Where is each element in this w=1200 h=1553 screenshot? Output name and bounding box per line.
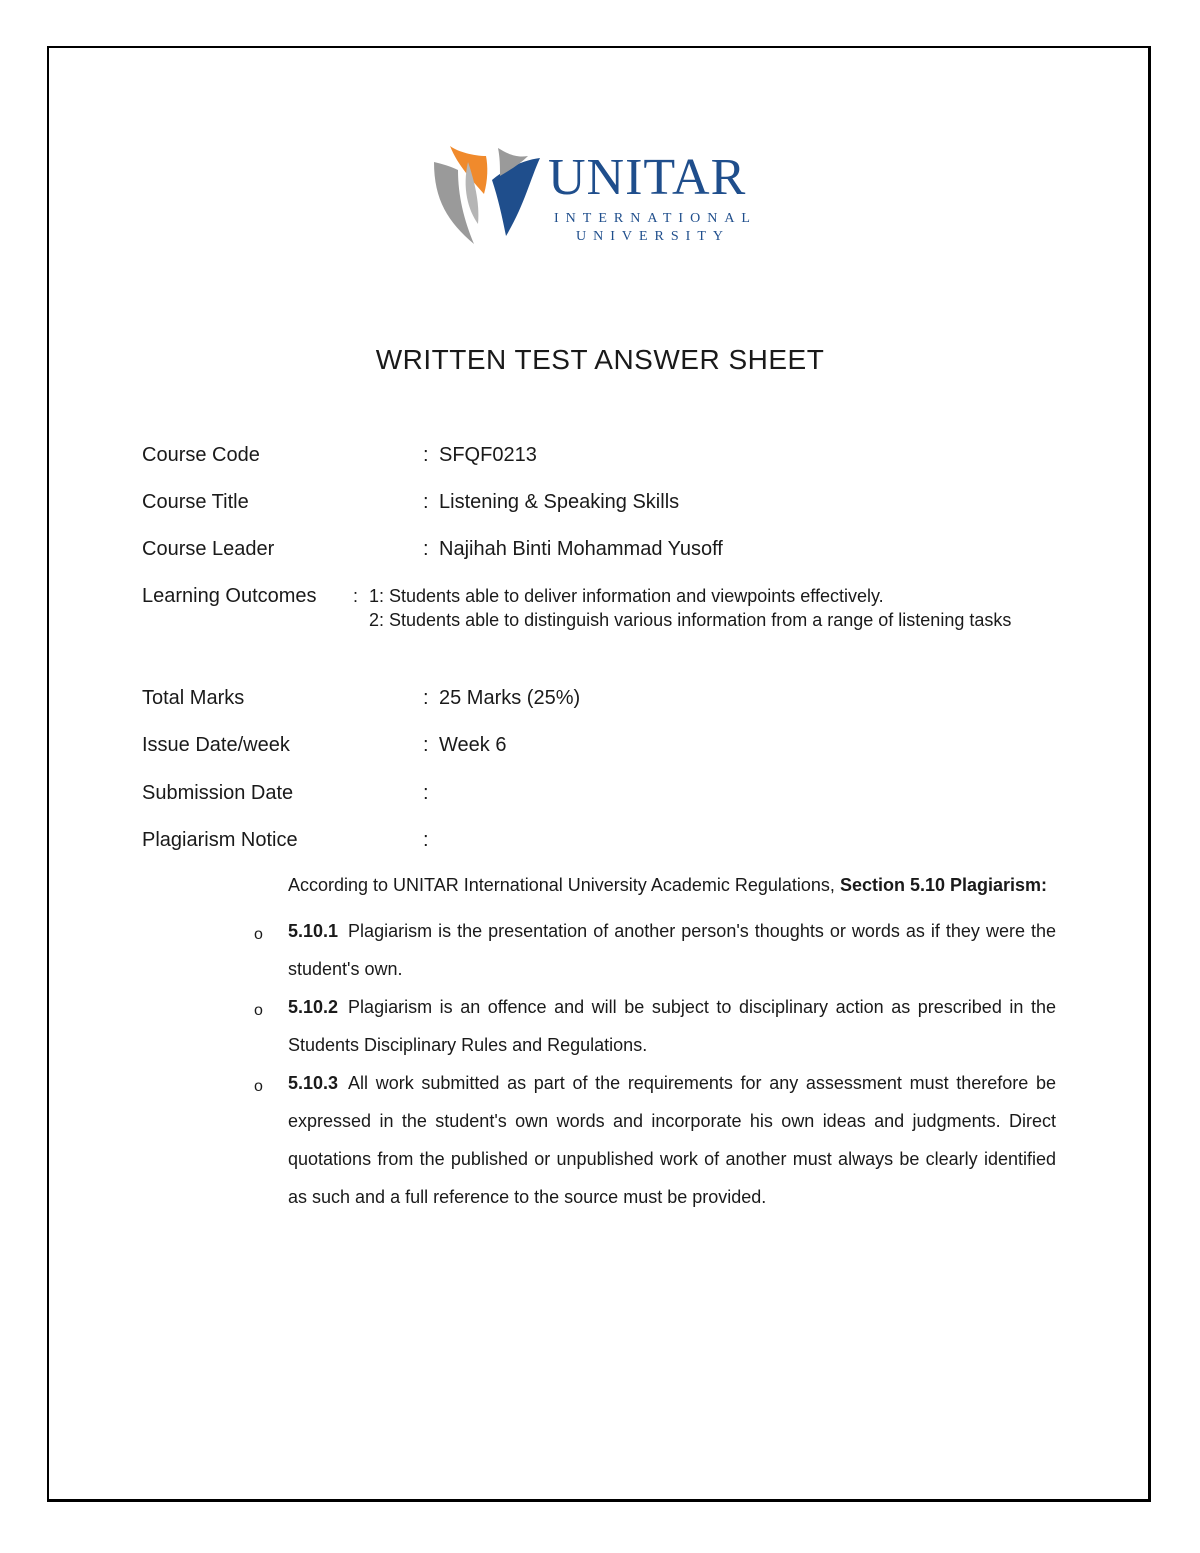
course-code-value: SFQF0213 xyxy=(439,444,537,466)
course-leader-value: Najihah Binti Mohammad Yusoff xyxy=(439,538,723,560)
total-marks-label: Total Marks xyxy=(142,687,245,709)
course-code-label: Course Code xyxy=(142,444,260,466)
plagiarism-clause-3 xyxy=(288,1064,1056,1216)
course-title-value: Listening & Speaking Skills xyxy=(439,491,680,513)
plagiarism-intro xyxy=(288,875,1047,896)
logo-subtitle-university: UNIVERSITY xyxy=(576,229,730,244)
clause-number: 5.10.3 xyxy=(288,1073,339,1093)
clause-number: 5.10.2 xyxy=(288,997,339,1017)
bullet-icon: o xyxy=(254,1002,263,1019)
plagiarism-clause-2 xyxy=(288,988,1056,1064)
colon: : xyxy=(423,491,429,513)
page-border xyxy=(47,46,1151,1502)
plagiarism-intro-text: According to UNITAR International University Academic Regulations, xyxy=(288,875,835,895)
logo-subtitle-international: INTERNATIONAL xyxy=(554,211,757,226)
logo-wordmark: UNITAR xyxy=(548,149,747,206)
colon: : xyxy=(423,444,429,466)
logo-leaf-icon xyxy=(428,140,543,252)
course-leader-label: Course Leader xyxy=(142,538,275,560)
learning-outcome-2: 2: Students able to distinguish various information from a range of listening tasks xyxy=(369,610,1012,630)
bullet-icon: o xyxy=(254,926,263,943)
issue-date-label: Issue Date/week xyxy=(142,734,290,756)
colon: : xyxy=(423,538,429,560)
plagiarism-section-heading: Section 5.10 Plagiarism: xyxy=(839,875,1048,895)
clause-text: Plagiarism is the presentation of another person's thoughts or words as if they were the student's own. xyxy=(288,921,1056,979)
course-title-label: Course Title xyxy=(142,491,249,513)
submission-date-label: Submission Date xyxy=(142,782,294,804)
clause-text: All work submitted as part of the requirements for any assessment must therefore be expressed in the student's own words and incorporate his own ideas and judgments. Direct quotations from the published or unpublished work of another must always be clearly identified as such and a full reference to the source must be provided. xyxy=(288,1073,1056,1207)
colon: : xyxy=(423,687,429,709)
clause-number: 5.10.1 xyxy=(288,921,339,941)
plagiarism-clause-1 xyxy=(288,912,1056,988)
colon: : xyxy=(423,829,429,851)
colon: : xyxy=(423,734,429,756)
learning-outcomes-label: Learning Outcomes xyxy=(142,585,317,607)
issue-date-value: Week 6 xyxy=(439,734,507,756)
plagiarism-notice-label: Plagiarism Notice xyxy=(142,829,298,851)
clause-text: Plagiarism is an offence and will be subject to disciplinary action as prescribed in the Students Disciplinary Rules and Regulations. xyxy=(288,997,1056,1055)
colon: : xyxy=(423,782,429,804)
bullet-icon: o xyxy=(254,1078,263,1095)
total-marks-value: 25 Marks (25%) xyxy=(439,687,581,709)
learning-outcome-1: 1: Students able to deliver information and viewpoints effectively. xyxy=(369,586,884,606)
university-logo xyxy=(428,140,773,252)
colon: : xyxy=(353,586,359,606)
page-title: WRITTEN TEST ANSWER SHEET xyxy=(375,344,825,375)
